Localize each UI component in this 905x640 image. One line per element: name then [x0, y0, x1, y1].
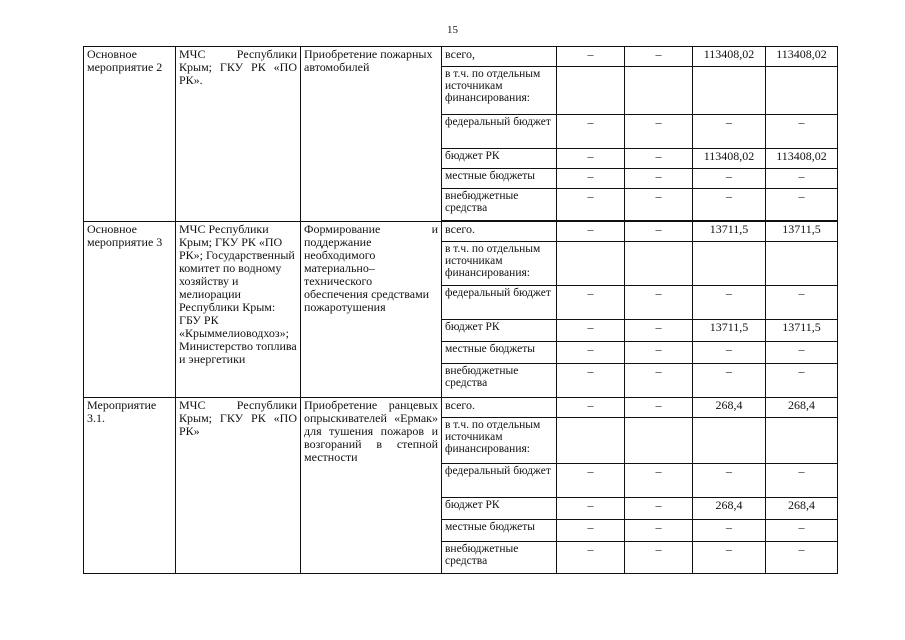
cell-dash: – — [557, 115, 625, 149]
cell-dash: – — [557, 286, 625, 320]
cell-dash: – — [693, 286, 766, 320]
cell-dash: – — [557, 222, 625, 242]
cell-dash: – — [557, 498, 625, 520]
cell-dash: – — [766, 542, 838, 574]
cell-rk-value: 113408,02 — [693, 149, 766, 169]
funding-label-rk: бюджет РК — [442, 320, 557, 342]
measure-description-first-end: и — [431, 222, 438, 236]
cell-dash: – — [557, 342, 625, 364]
cell-dash: – — [766, 286, 838, 320]
cell-dash: – — [766, 189, 838, 221]
cell-dash: – — [557, 320, 625, 342]
cell-dash: – — [625, 149, 693, 169]
cell-dash: – — [557, 169, 625, 189]
funding-label-local: местные бюджеты — [442, 169, 557, 189]
cell-dash: – — [625, 320, 693, 342]
funding-label-local: местные бюджеты — [442, 342, 557, 364]
cell-dash: – — [625, 398, 693, 418]
table-row — [84, 398, 838, 418]
cell-dash: – — [557, 464, 625, 498]
cell-dash: – — [625, 464, 693, 498]
funding-label-federal: федеральный бюджет — [442, 115, 557, 149]
cell-dash: – — [625, 364, 693, 398]
measure-description: Приобретение пожарных автомобилей — [301, 47, 442, 222]
funding-label-extra: внебюджетные средства — [442, 364, 557, 398]
funding-label-incl: в т.ч. по отдельным источникам финансирования: — [442, 418, 557, 464]
table-row — [84, 47, 838, 67]
cell-dash: – — [557, 47, 625, 67]
cell-dash: – — [693, 342, 766, 364]
measure-description: Приобретение ранцевых опрыскивателей «Ермак» для тушения пожаров и возгораний в степной местности — [301, 398, 442, 574]
cell-dash: – — [693, 189, 766, 221]
cell-dash: – — [557, 189, 625, 221]
cell-total-value: 13711,5 — [766, 222, 838, 242]
cell-dash: – — [625, 286, 693, 320]
measure-description — [301, 222, 442, 398]
funding-label-total: всего. — [442, 222, 557, 242]
measure-executor: МЧС Республики Крым; ГКУ РК «ПО РК». — [176, 47, 301, 222]
cell-dash: – — [625, 169, 693, 189]
cell-dash: – — [766, 364, 838, 398]
cell-dash: – — [625, 47, 693, 67]
cell-dash: – — [557, 364, 625, 398]
cell-dash: – — [625, 520, 693, 542]
funding-label-federal: федеральный бюджет — [442, 464, 557, 498]
cell-dash: – — [693, 115, 766, 149]
measure-description-first: Формирование — [304, 222, 381, 236]
cell-dash: – — [766, 464, 838, 498]
funding-label-incl: в т.ч. по отдельным источникам финансирования: — [442, 67, 557, 115]
cell-dash: – — [557, 149, 625, 169]
funding-label-rk: бюджет РК — [442, 149, 557, 169]
cell-dash: – — [766, 520, 838, 542]
cell-dash: – — [693, 542, 766, 574]
cell-dash: – — [693, 520, 766, 542]
page-number: 15 — [447, 24, 458, 36]
cell-dash: – — [766, 115, 838, 149]
funding-label-incl: в т.ч. по отдельным источникам финансирования: — [442, 242, 557, 286]
cell-dash: – — [625, 189, 693, 221]
measure-name: Основное мероприятие 2 — [84, 47, 176, 222]
cell-total-value: 113408,02 — [693, 47, 766, 67]
funding-label-extra: внебюджетные средства — [442, 189, 557, 221]
cell-total-value: 268,4 — [766, 398, 838, 418]
funding-label-rk: бюджет РК — [442, 498, 557, 520]
cell-dash: – — [693, 364, 766, 398]
funding-label-local: местные бюджеты — [442, 520, 557, 542]
cell-dash: – — [766, 169, 838, 189]
cell-dash: – — [625, 498, 693, 520]
measure-executor: МЧС Республики Крым; ГКУ РК «ПО РК» — [176, 398, 301, 574]
cell-total-value: 113408,02 — [766, 47, 838, 67]
funding-label-total: всего, — [442, 47, 557, 67]
funding-label-extra: внебюджетные средства — [442, 542, 557, 574]
cell-dash: – — [625, 342, 693, 364]
cell-dash: – — [557, 520, 625, 542]
cell-dash: – — [693, 169, 766, 189]
cell-rk-value: 13711,5 — [693, 320, 766, 342]
funding-label-total: всего. — [442, 398, 557, 418]
cell-dash: – — [557, 398, 625, 418]
measure-description-rest: поддержание необходимого материально–технического обеспечения средствами пожаротушения — [304, 235, 430, 314]
cell-total-value: 13711,5 — [693, 222, 766, 242]
cell-dash: – — [693, 464, 766, 498]
cell-rk-value: 13711,5 — [766, 320, 838, 342]
cell-dash: – — [557, 542, 625, 574]
cell-dash: – — [766, 342, 838, 364]
cell-total-value: 268,4 — [693, 398, 766, 418]
budget-table — [83, 46, 838, 574]
cell-dash: – — [625, 542, 693, 574]
table-row — [84, 222, 838, 242]
cell-rk-value: 268,4 — [693, 498, 766, 520]
cell-rk-value: 268,4 — [766, 498, 838, 520]
cell-dash: – — [625, 222, 693, 242]
measure-name: Основное мероприятие 3 — [84, 222, 176, 398]
measure-executor: МЧС Республики Крым; ГКУ РК «ПО РК»; Государственный комитет по водному хозяйству и мелиорации Республики Крым: ГБУ РК «Крыммелиоводхоз»; Министерство топлива и энергетики — [176, 222, 301, 398]
measure-name: Мероприятие 3.1. — [84, 398, 176, 574]
cell-dash: – — [625, 115, 693, 149]
cell-rk-value: 113408,02 — [766, 149, 838, 169]
funding-label-federal: федеральный бюджет — [442, 286, 557, 320]
